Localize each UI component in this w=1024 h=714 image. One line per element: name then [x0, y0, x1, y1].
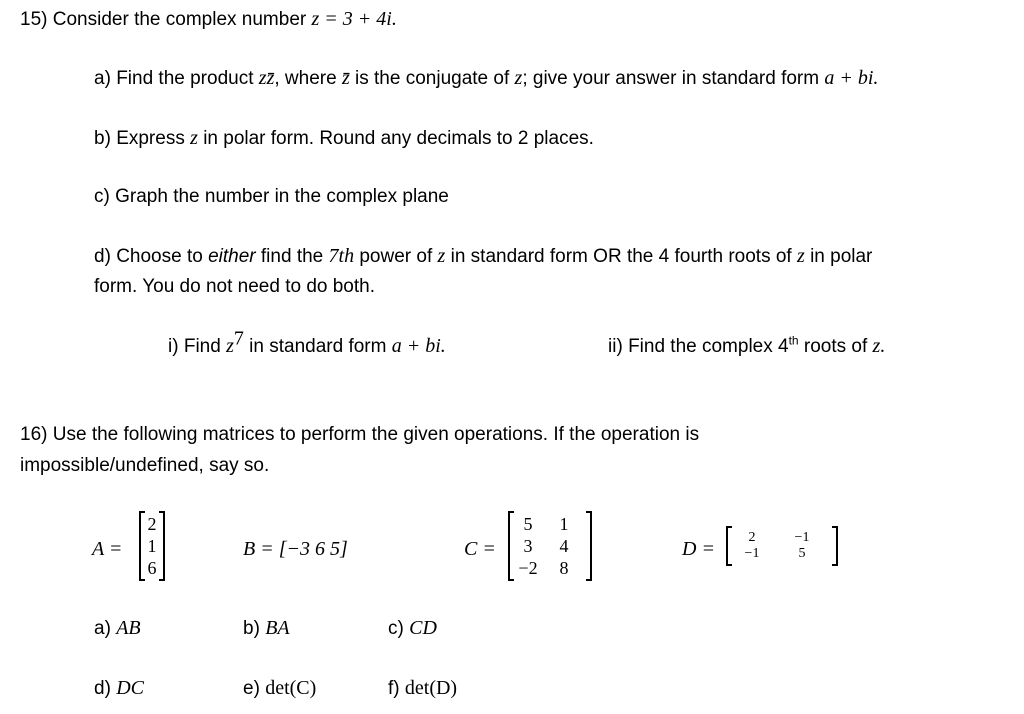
part-label: a): [94, 68, 111, 89]
math: z.: [872, 335, 886, 357]
text: roots of: [803, 336, 868, 357]
text: in standard form: [249, 336, 387, 357]
text: Express: [116, 128, 185, 149]
part-label: b): [94, 128, 111, 149]
part-label: e): [243, 678, 260, 699]
part-label: d): [94, 246, 111, 267]
math: DC: [116, 677, 144, 699]
text: in polar form. Round any decimals to 2 places.: [203, 128, 594, 149]
matrix-cell: 5: [523, 514, 533, 534]
matrix-cell: 6: [147, 558, 157, 578]
right-bracket: [586, 511, 592, 581]
part-label: a): [94, 618, 111, 639]
part-15d-line2: form. You do not need to do both.: [94, 276, 376, 297]
math: zz̄: [258, 67, 275, 89]
math: 7th: [328, 245, 355, 267]
matrix-cell: −1: [744, 546, 760, 561]
matrix-d-label: D =: [682, 538, 715, 560]
math: a + bi.: [391, 335, 446, 357]
matrix-cell: 3: [523, 536, 533, 556]
text: Choose to: [116, 246, 203, 267]
text: in polar: [810, 246, 873, 267]
matrix-d: [726, 526, 838, 566]
text: Find the complex 4: [628, 336, 789, 357]
text: , where: [274, 68, 337, 89]
matrix-cell: 4: [559, 536, 569, 556]
part-16b: [243, 617, 290, 640]
matrix-cell: 1: [147, 536, 157, 556]
matrix-cell: −1: [794, 530, 810, 545]
part-15d-i: [168, 327, 446, 358]
part-16e: [243, 677, 316, 700]
math: z: [190, 127, 198, 149]
matrix-cell: 5: [798, 546, 806, 561]
matrix-a-label: A =: [92, 538, 123, 560]
math: BA: [265, 617, 290, 639]
part-label: d): [94, 678, 111, 699]
z-definition: z = 3 + 4i.: [311, 8, 397, 30]
matrix-cell: 2: [748, 530, 756, 545]
matrix-a-cells: [145, 513, 159, 579]
math: z: [437, 245, 446, 267]
math: z: [226, 335, 234, 357]
matrix-cell: 8: [559, 558, 569, 578]
text-emphasis: either: [208, 246, 256, 267]
question-16-line2: impossible/undefined, say so.: [20, 455, 270, 476]
math: z: [796, 245, 805, 267]
math: det(C): [265, 677, 317, 699]
text: power of: [359, 246, 433, 267]
text: in standard form OR the 4 fourth roots of: [450, 246, 792, 267]
matrix-cell: −2: [518, 558, 538, 578]
part-15c: [94, 186, 449, 208]
text: Graph the number in the complex plane: [115, 186, 449, 207]
question-number: 16): [20, 424, 48, 445]
right-bracket: [159, 511, 165, 581]
text: Find: [183, 336, 221, 357]
question-15-header: [20, 8, 397, 31]
math: CD: [409, 617, 437, 639]
matrix-c-cells: [514, 513, 586, 579]
math: AB: [116, 617, 141, 639]
part-label: f): [388, 678, 400, 699]
matrix-a: [139, 511, 165, 581]
part-15d-ii: [608, 335, 885, 358]
question-intro: Consider the complex number: [52, 9, 307, 30]
part-15a: [94, 67, 878, 90]
matrix-cell: 1: [559, 514, 569, 534]
part-15d: [94, 245, 872, 268]
text: ; give your answer in standard form: [522, 68, 820, 89]
part-16f: [388, 677, 457, 700]
math: z̄: [341, 67, 350, 89]
question-number: 15): [20, 9, 48, 30]
part-15b: [94, 127, 594, 150]
part-label: ii): [608, 336, 623, 357]
part-16c: [388, 617, 437, 640]
text: Find the product: [116, 68, 254, 89]
matrix-c: [508, 511, 592, 581]
matrix-b: B = [−3 6 5]: [243, 538, 348, 560]
text: is the conjugate of: [355, 68, 510, 89]
matrix-cell: 2: [147, 514, 157, 534]
right-bracket: [832, 526, 838, 566]
matrix-c-label: C =: [464, 538, 496, 560]
superscript: th: [788, 333, 799, 348]
math: z: [514, 67, 523, 89]
part-label: c): [388, 618, 404, 639]
part-label: b): [243, 618, 260, 639]
math: a + bi.: [824, 67, 879, 89]
question-text: Use the following matrices to perform the given operations. If the operation is: [52, 424, 700, 445]
part-16a: [94, 617, 141, 640]
part-label: i): [168, 336, 179, 357]
question-16-header: [20, 424, 699, 446]
text: find the: [260, 246, 324, 267]
part-label: c): [94, 186, 110, 207]
part-16d: [94, 677, 144, 700]
superscript: 7: [233, 327, 244, 350]
math: det(D): [404, 677, 458, 699]
matrix-d-cells: [732, 530, 832, 562]
